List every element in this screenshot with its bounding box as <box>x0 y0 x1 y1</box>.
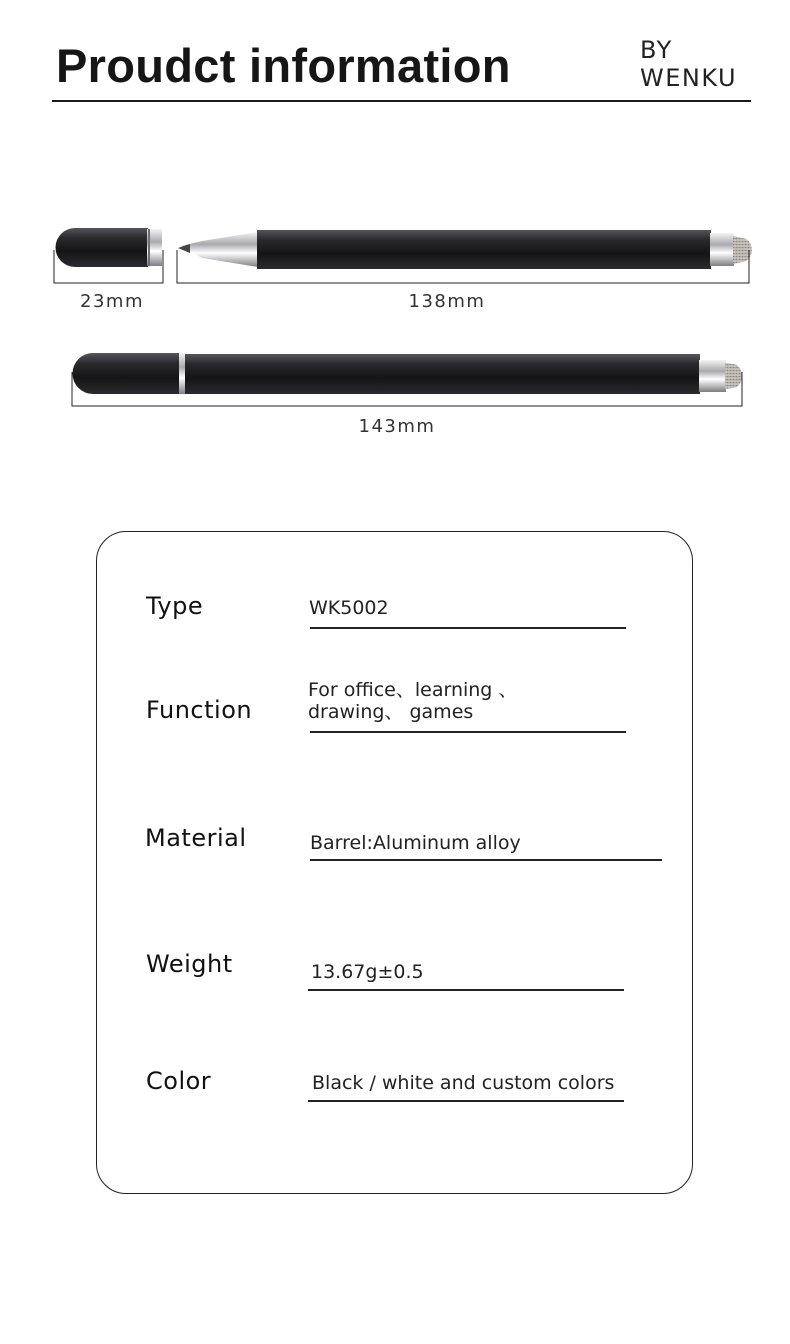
spec-material-label: Material <box>145 824 247 852</box>
spec-function-value-line2: drawing、 games <box>308 701 474 723</box>
total-length-label: 143mm <box>358 416 436 437</box>
spec-color-underline <box>308 1100 624 1102</box>
spec-material-underline <box>310 859 662 861</box>
cap-length-label: 23mm <box>80 291 144 312</box>
spec-type-value: WK5002 <box>309 597 389 619</box>
spec-material-value: Barrel:Aluminum alloy <box>310 832 521 854</box>
brand-line-by: BY <box>640 36 673 64</box>
spec-weight-value: 13.67g±0.5 <box>311 961 424 983</box>
spec-color-label: Color <box>146 1067 212 1095</box>
spec-weight-label: Weight <box>146 950 233 978</box>
pen-assembled <box>73 353 743 394</box>
spec-function-underline <box>310 731 626 733</box>
body-length-label: 138mm <box>408 291 486 312</box>
pen-cap <box>56 228 163 267</box>
spec-color-value: Black / white and custom colors <box>312 1072 615 1094</box>
page-title: Proudct information <box>56 39 511 92</box>
pen-body-uncapped <box>178 230 752 269</box>
pen-dimension-diagram <box>0 0 790 460</box>
spec-function-value-line1: For office、learning 、 <box>308 679 518 701</box>
spec-type-label: Type <box>146 592 204 620</box>
brand-line-wenku: WENKU <box>640 64 738 92</box>
spec-function-label: Function <box>146 696 253 724</box>
spec-weight-underline <box>308 989 624 991</box>
spec-type-underline <box>310 627 626 629</box>
